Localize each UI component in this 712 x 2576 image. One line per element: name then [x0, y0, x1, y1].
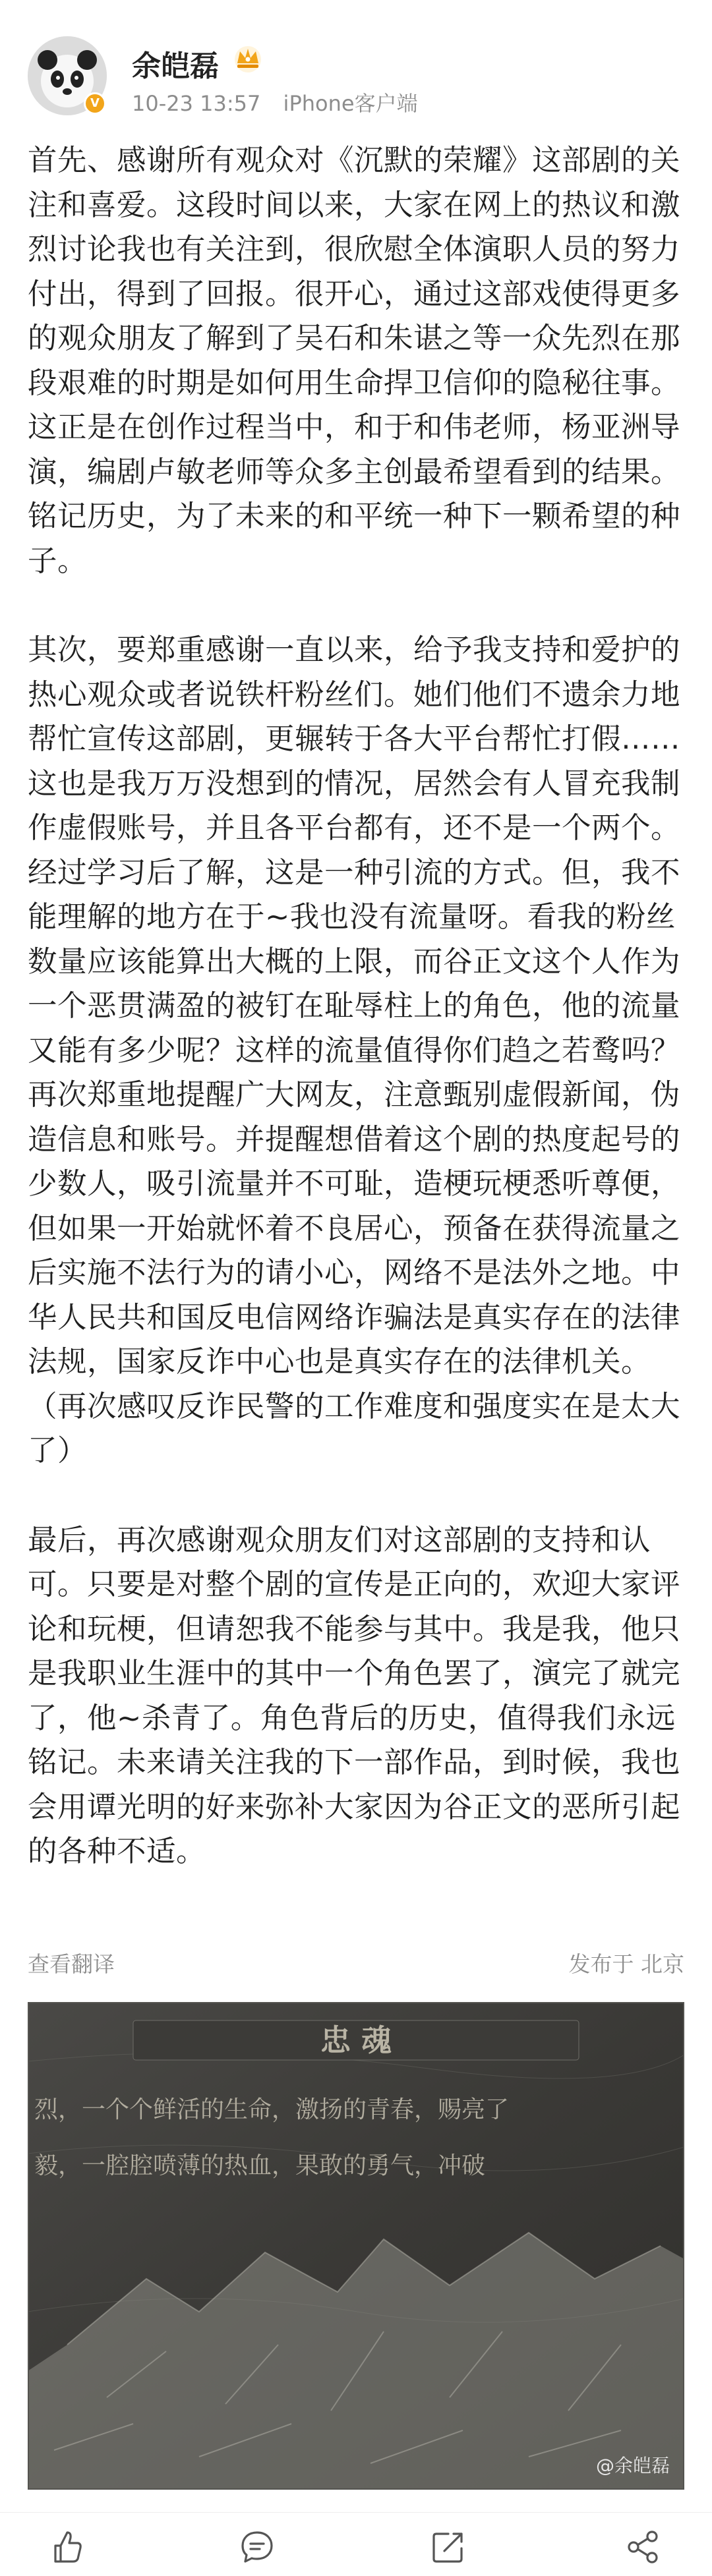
user-name[interactable]: 余皑磊 [132, 49, 219, 83]
post-paragraph: 最后，再次感谢观众朋友们对这部剧的支持和认可。只要是对整个剧的宣传是正向的，欢迎大家评论和玩梗，但请恕我不能参与其中。我是我，他只是我职业生涯中的其中一个角色罢了，演完了就完了，他~杀青了。角色背后的历史，值得我们永远铭记。未来请关注我的下一部作品，到时候，我也会用谭光明的好来弥补大家因为谷正文的恶所引起的各种不适。 [28, 1523, 681, 1868]
post-image[interactable] [28, 2002, 684, 2490]
plaque-title: 忠 魂 [320, 2022, 392, 2058]
post-paragraph: 其次，要郑重感谢一直以来，给予我支持和爱护的热心观众或者说铁杆粉丝们。她们他们不遗余力地帮忙宣传这部剧，更辗转于各大平台帮忙打假……这也是我万万没想到的情况，居然会有人冒充我制作虚假账号，并且各平台都有，还不是一个两个。经过学习后了解，这是一种引流的方式。但，我不能理解的地方在于~我也没有流量呀。看我的粉丝数量应该能算出大概的上限，而谷正文这个人作为一个恶贯满盈的被钉在耻辱柱上的角色，他的流量又能有多少呢？这样的流量值得你们趋之若鹜吗？再次郑重地提醒广大网友，注意甄别虚假新闻，伪造信息和账号。并提醒想借着这个剧的热度起号的少数人，吸引流量并不可耻，造梗玩梗悉听尊便，但如果一开始就怀着不良居心，预备在获得流量之后实施不法行为的请小心，网络不是法外之地。中华人民共和国反电信网络诈骗法是真实存在的法律法规，国家反诈中心也是真实存在的法律机关。（再次感叹反诈民警的工作难度和强度实在是太大了） [28, 633, 681, 1468]
member-crown-icon[interactable] [231, 41, 265, 75]
bronze-plaque-image [28, 2002, 684, 2490]
post-paragraph: 首先、感谢所有观众对《沉默的荣耀》这部剧的关注和喜爱。这段时间以来，大家在网上的热议和激烈讨论我也有关注到，很欣慰全体演职人员的努力付出，得到了回报。很开心，通过这部戏使得更多的观众朋友了解到了吴石和朱谌之等一众先烈在那段艰难的时期是如何用生命捍卫信仰的隐秘往事。这正是在创作过程当中，和于和伟老师，杨亚洲导演，编剧卢敏老师等众多主创最希望看到的结果。铭记历史，为了未来的和平统一种下一颗希望的种子。 [28, 144, 681, 578]
translate-link[interactable]: 查看翻译 [28, 1951, 115, 1977]
plaque-line: 毅，一腔腔喷薄的热血，果敢的勇气，冲破 [34, 2152, 486, 2179]
post-meta [132, 87, 434, 117]
thumbs-up-icon[interactable] [46, 2527, 86, 2567]
verified-badge-icon: V [84, 92, 106, 115]
repost-icon[interactable] [429, 2527, 468, 2567]
post-content [28, 138, 687, 1874]
post-header [0, 0, 712, 132]
comment-icon[interactable] [237, 2527, 277, 2567]
post-location: 发布于 北京 [568, 1951, 684, 1977]
post-time: 10-23 13:57 [132, 91, 261, 116]
action-bar [0, 2512, 712, 2576]
share-icon[interactable] [623, 2527, 663, 2567]
post-footer [28, 1947, 684, 1980]
post-client: iPhone客户端 [283, 91, 418, 116]
image-watermark: @余皑磊 [595, 2455, 670, 2476]
plaque-line: 烈，一个个鲜活的生命，激扬的青春，赐亮了 [34, 2096, 510, 2123]
